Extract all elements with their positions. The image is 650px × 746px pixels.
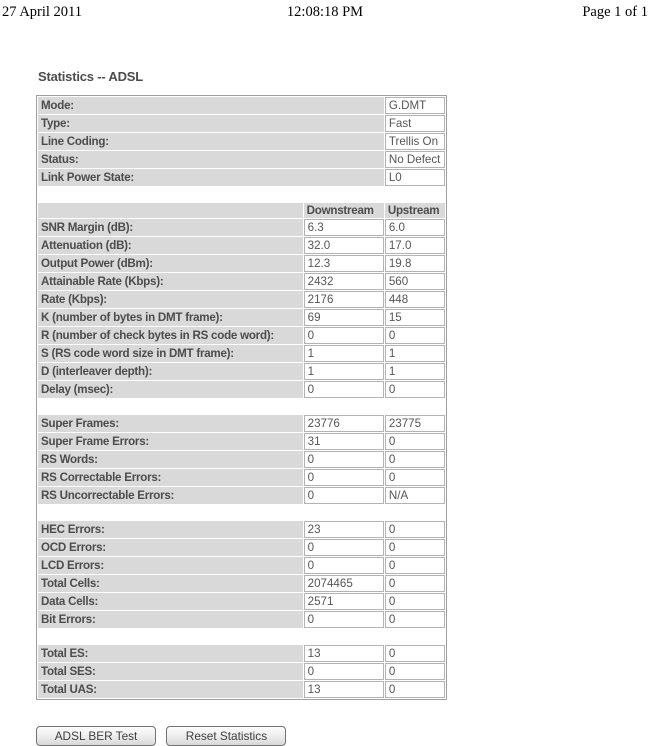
table-row [38,593,445,610]
row-label: Super Frame Errors: [38,433,303,450]
upstream-value: 0 [385,327,445,344]
print-date: 27 April 2011 [2,4,83,20]
downstream-value: 13 [304,645,384,662]
row-label: Attenuation (dB): [38,237,303,254]
table-row [38,521,445,538]
downstream-value: 0 [304,381,384,398]
row-label: Bit Errors: [38,611,303,628]
row-label: Rate (Kbps): [38,291,303,308]
downstream-value: 2571 [304,593,384,610]
table-row [38,273,445,290]
column-header-downstream: Downstream [304,203,384,218]
spacer-cell [38,629,445,644]
row-label: Link Power State: [38,169,384,186]
row-label: HEC Errors: [38,521,303,538]
downstream-value: 0 [304,469,384,486]
upstream-value: 0 [385,681,445,698]
table-row [38,539,445,556]
row-label: Status: [38,151,384,168]
downstream-value: 1 [304,363,384,380]
upstream-value: N/A [385,487,445,504]
adsl-statistics-table [36,95,447,700]
table-row [38,237,445,254]
upstream-value: 0 [385,451,445,468]
upstream-value: 0 [385,521,445,538]
table-row [38,611,445,628]
downstream-value: 2176 [304,291,384,308]
action-button-row [36,726,614,746]
table-row [38,169,445,186]
adsl-ber-test-button[interactable]: ADSL BER Test [36,726,156,746]
table-row [38,469,445,486]
downstream-value: 0 [304,557,384,574]
table-row [38,681,445,698]
table-row [38,115,445,132]
row-label: Data Cells: [38,593,303,610]
spacer-row [38,399,445,414]
row-label: Total Cells: [38,575,303,592]
spacer-row [38,505,445,520]
spacer-row [38,629,445,644]
row-label: Line Coding: [38,133,384,150]
print-header [0,0,650,21]
table-row [38,487,445,504]
row-label: Total ES: [38,645,303,662]
table-row [38,557,445,574]
upstream-value: 15 [385,309,445,326]
upstream-value: 23775 [385,415,445,432]
table-row [38,345,445,362]
page-content [36,69,614,746]
table-row [38,255,445,272]
upstream-value: 0 [385,539,445,556]
upstream-value: 0 [385,433,445,450]
page-title: Statistics -- ADSL [38,69,143,84]
table-row [38,133,445,150]
table-row [38,291,445,308]
column-header-upstream: Upstream [385,203,445,218]
table-row [38,575,445,592]
table-row [38,309,445,326]
page-indicator: Page 1 of 1 [582,4,648,20]
downstream-value: 0 [304,451,384,468]
row-label: LCD Errors: [38,557,303,574]
upstream-value: 0 [385,557,445,574]
row-label: R (number of check bytes in RS code word): [38,327,303,344]
upstream-value: 17.0 [385,237,445,254]
downstream-value: 0 [304,663,384,680]
row-label: Type: [38,115,384,132]
table-row [38,415,445,432]
table-row [38,327,445,344]
downstream-value: 23 [304,521,384,538]
upstream-value: 0 [385,645,445,662]
spacer-row [38,187,445,202]
downstream-value: 13 [304,681,384,698]
downstream-value: 1 [304,345,384,362]
upstream-value: 0 [385,611,445,628]
row-label [38,203,303,218]
downstream-value: 23776 [304,415,384,432]
row-label: Super Frames: [38,415,303,432]
table-row [38,645,445,662]
downstream-value: 0 [304,611,384,628]
row-value: Fast [385,115,445,132]
row-value: G.DMT [385,97,445,114]
reset-statistics-button[interactable]: Reset Statistics [166,726,286,746]
row-label: Delay (msec): [38,381,303,398]
downstream-value: 0 [304,539,384,556]
row-label: D (interleaver depth): [38,363,303,380]
table-row [38,151,445,168]
table-row [38,433,445,450]
row-value: No Defect [385,151,445,168]
table-row [38,363,445,380]
upstream-value: 0 [385,381,445,398]
table-row [38,97,445,114]
downstream-value: 2074465 [304,575,384,592]
table-row [38,219,445,236]
spacer-cell [38,187,445,202]
upstream-value: 0 [385,593,445,610]
row-label: Total SES: [38,663,303,680]
row-label: Output Power (dBm): [38,255,303,272]
row-label: Total UAS: [38,681,303,698]
table-row [38,381,445,398]
table-row [38,663,445,680]
upstream-value: 0 [385,469,445,486]
row-label: RS Correctable Errors: [38,469,303,486]
downstream-value: 12.3 [304,255,384,272]
downstream-value: 32.0 [304,237,384,254]
downstream-value: 31 [304,433,384,450]
downstream-value: 0 [304,487,384,504]
row-value: L0 [385,169,445,186]
row-label: SNR Margin (dB): [38,219,303,236]
row-label: RS Uncorrectable Errors: [38,487,303,504]
row-label: OCD Errors: [38,539,303,556]
downstream-value: 0 [304,327,384,344]
row-label: RS Words: [38,451,303,468]
row-value: Trellis On [385,133,445,150]
row-label: S (RS code word size in DMT frame): [38,345,303,362]
spacer-cell [38,505,445,520]
print-time: 12:08:18 PM [286,4,364,20]
upstream-value: 19.8 [385,255,445,272]
upstream-value: 1 [385,363,445,380]
upstream-value: 0 [385,663,445,680]
upstream-value: 448 [385,291,445,308]
downstream-value: 2432 [304,273,384,290]
upstream-value: 560 [385,273,445,290]
table-row [38,451,445,468]
row-label: K (number of bytes in DMT frame): [38,309,303,326]
row-label: Mode: [38,97,384,114]
downstream-value: 6.3 [304,219,384,236]
upstream-value: 0 [385,575,445,592]
downstream-value: 69 [304,309,384,326]
upstream-value: 6.0 [385,219,445,236]
column-header-row [38,203,445,218]
spacer-cell [38,399,445,414]
upstream-value: 1 [385,345,445,362]
row-label: Attainable Rate (Kbps): [38,273,303,290]
